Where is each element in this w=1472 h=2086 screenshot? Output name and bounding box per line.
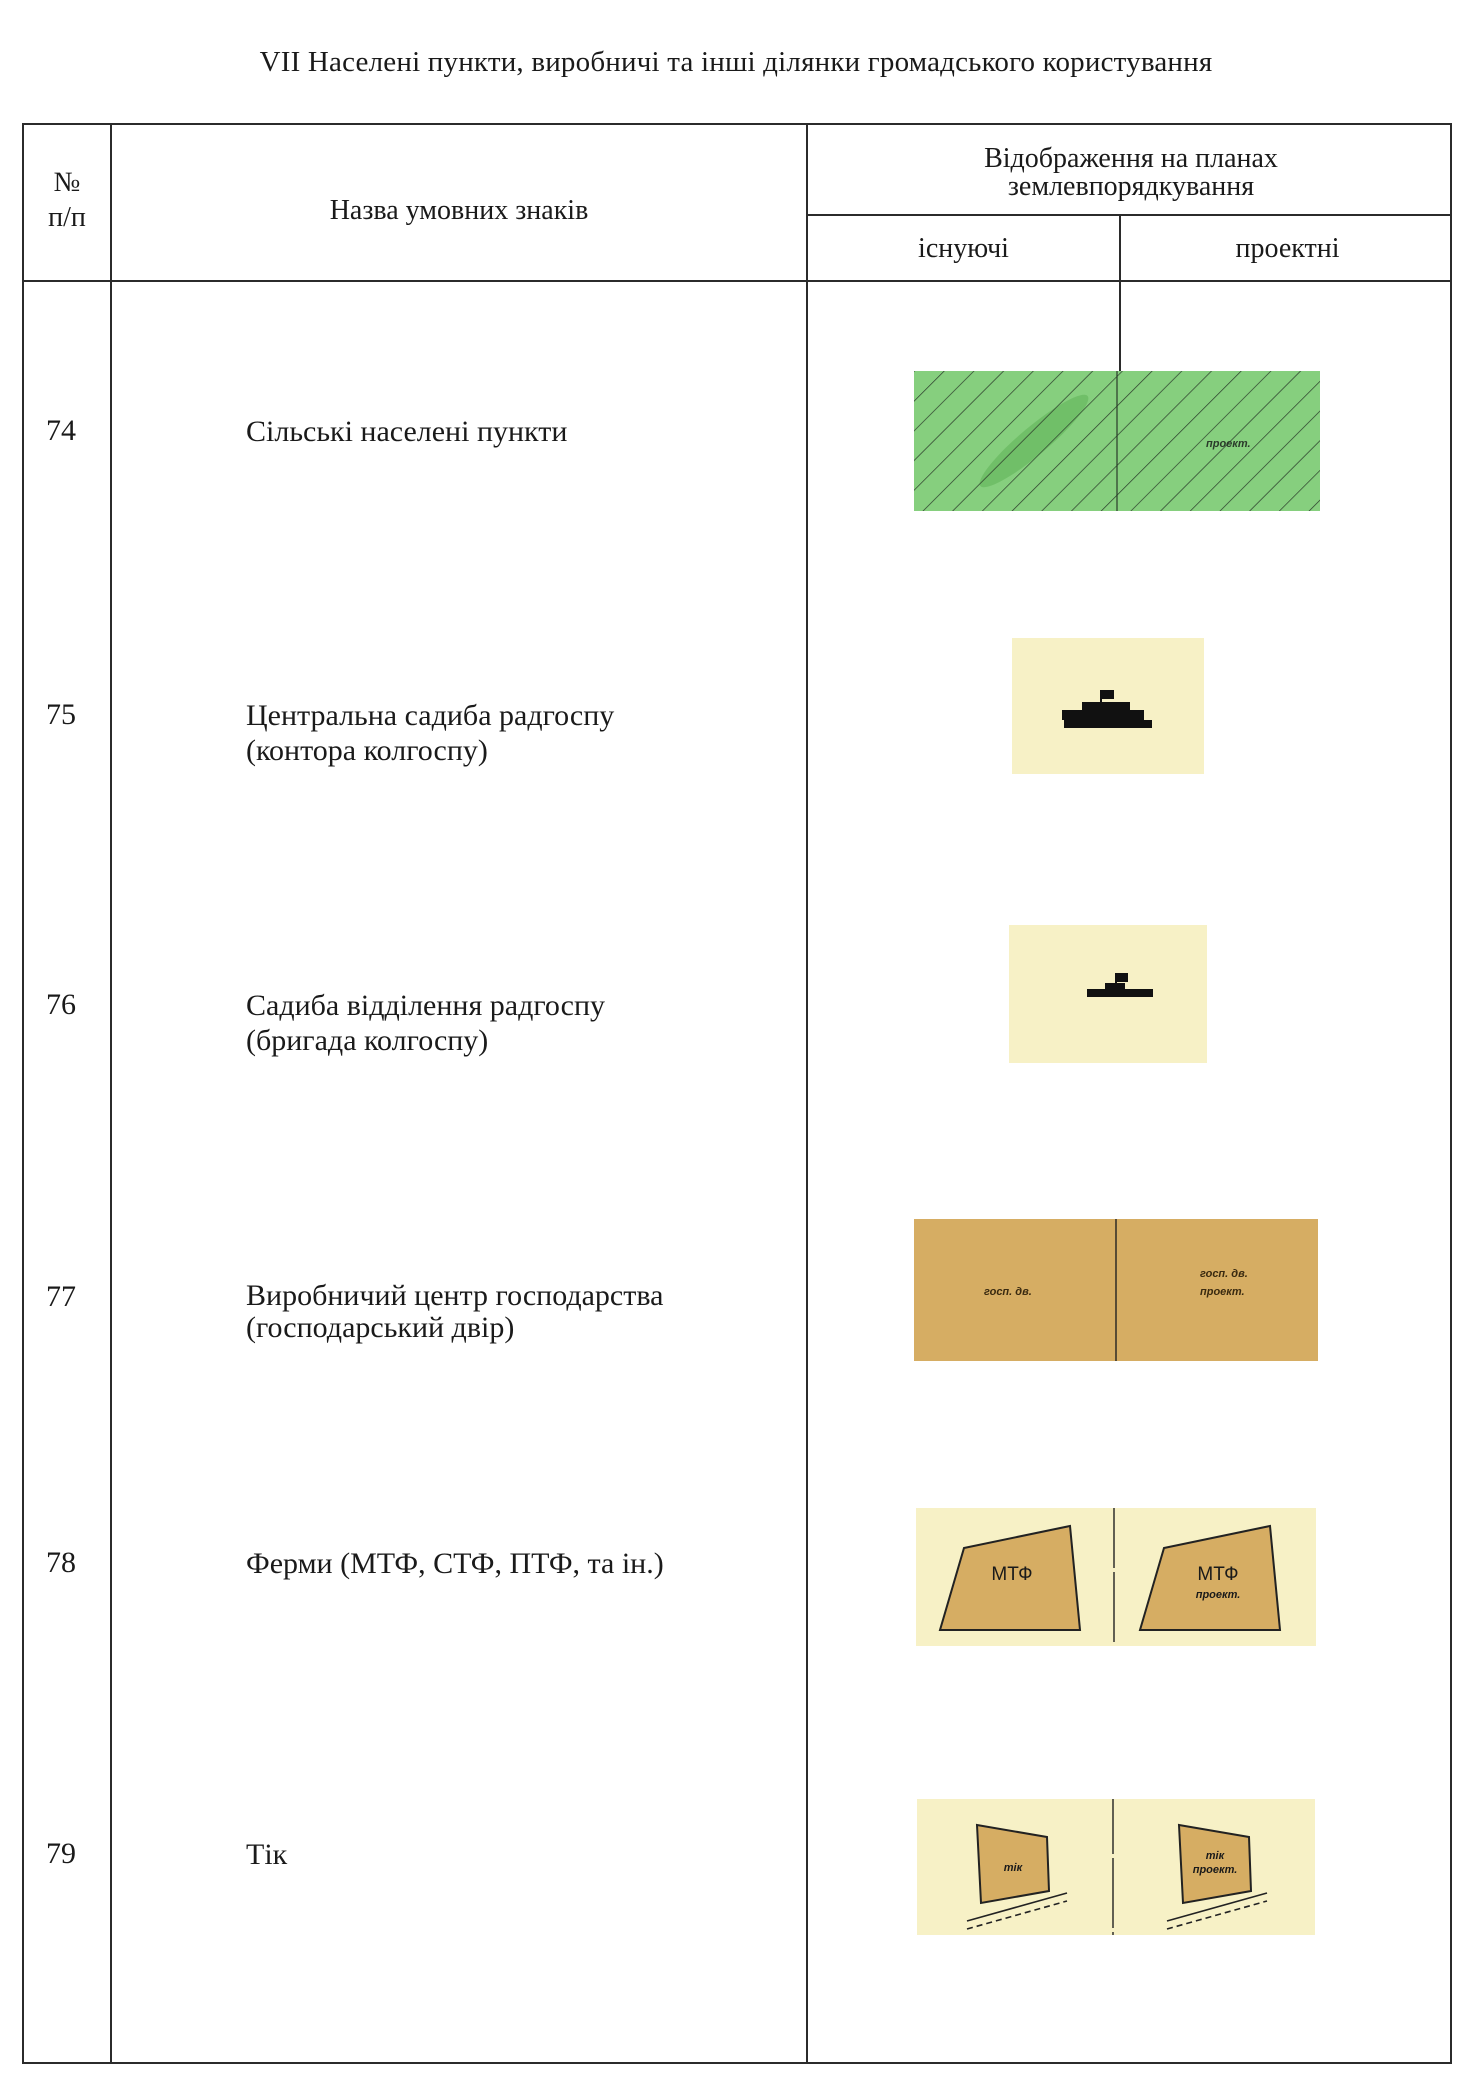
row-name: Виробничий центр господарства (господарський двір) [246, 1279, 664, 1344]
branch-estate-symbol [1009, 925, 1207, 1063]
projected-label-top: госп. дв. [1200, 1268, 1248, 1280]
rural-settlement-symbol [914, 371, 1320, 511]
row-name: Ферми (МТФ, СТФ, ПТФ, та ін.) [246, 1547, 664, 1580]
header-existing: існуючі [918, 233, 1009, 264]
row-number: 79 [46, 1837, 76, 1870]
header-name: Назва умовних знаків [329, 195, 589, 226]
row-number: 77 [46, 1280, 76, 1313]
production-center-symbol [914, 1219, 1318, 1361]
threshing-floor-symbol [917, 1799, 1315, 1935]
header-display: Відображення на планах землевпорядкування [984, 143, 1278, 202]
row-number: 74 [46, 414, 76, 447]
legend-table [22, 123, 1452, 2064]
projected-label: проект. [1192, 1864, 1238, 1876]
projected-label: проект. [1206, 438, 1251, 450]
row-name: Центральна садиба радгоспу (контора колгоспу) [246, 699, 615, 768]
row-name: Тік [246, 1838, 288, 1871]
row-name: Сільські населені пункти [246, 415, 568, 448]
projected-label-top: МТФ [1197, 1564, 1239, 1585]
existing-label: госп. дв. [984, 1286, 1032, 1298]
existing-label: тік [1003, 1862, 1023, 1874]
row-name: Садиба відділення радгоспу (бригада колгоспу) [246, 989, 606, 1058]
projected-label: проект. [1195, 1589, 1241, 1601]
central-estate-symbol [1012, 638, 1204, 774]
header-projected: проектні [1235, 233, 1340, 264]
farm-symbol [916, 1508, 1316, 1646]
column-divider [110, 125, 112, 2062]
header-number: № п/п [48, 167, 86, 233]
row-number: 78 [46, 1546, 76, 1579]
projected-label-top: тік [1205, 1850, 1225, 1862]
header-bottom-line [24, 280, 1450, 282]
row-number: 76 [46, 988, 76, 1021]
column-divider [806, 125, 808, 2062]
existing-label: МТФ [991, 1564, 1033, 1585]
projected-label: проект. [1200, 1286, 1245, 1298]
section-title: VII Населені пункти, виробничі та інші ділянки громадського користування [259, 46, 1213, 78]
row-number: 75 [46, 698, 76, 731]
header-divider [806, 214, 1450, 216]
